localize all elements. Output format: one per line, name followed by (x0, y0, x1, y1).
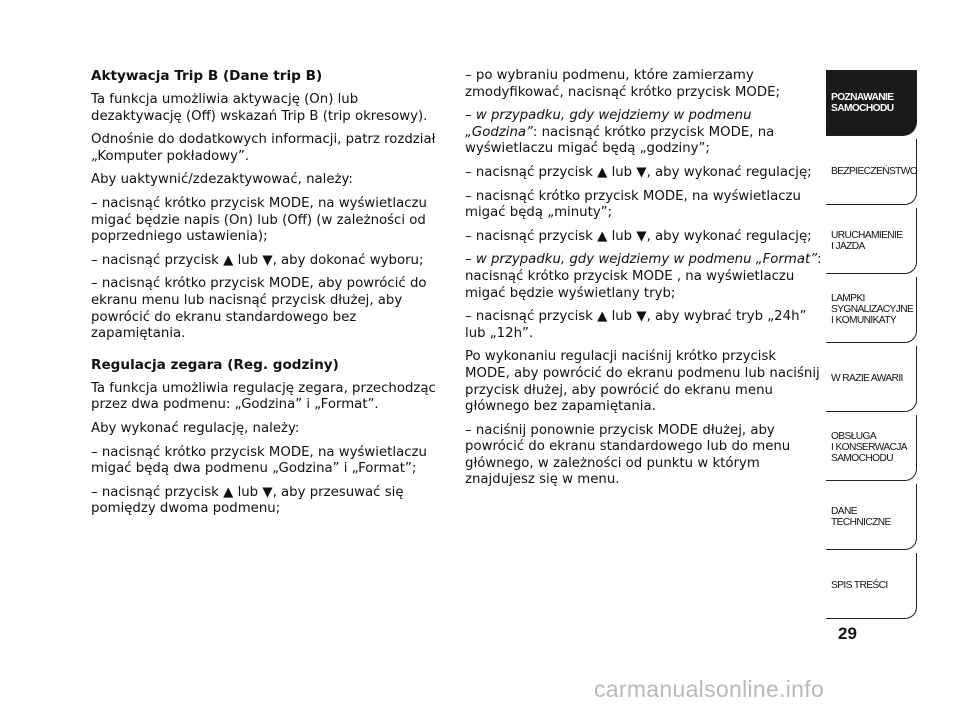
tab-uruchamienie-i-jazda[interactable]: URUCHAMIENIE I JAZDA (826, 208, 917, 274)
paragraph: Ta funkcja umożliwia regulację zegara, przechodząc przez dwa podmenu: „Godzina” i „Format”. (91, 380, 436, 413)
paragraph (465, 108, 823, 158)
paragraph-rest: : nacisnąć krótko przycisk MODE, na wyświetlaczu migać będą „godziny”; (465, 124, 775, 157)
paragraph: Aby wykonać regulację, należy: (91, 420, 300, 436)
paragraph: – nacisnąć krótko przycisk MODE, na wyświetlaczu migać będzie napis (On) lub (Off) (w zależności od poprzedniego ustawienia); (91, 195, 427, 245)
paragraph: – nacisnąć krótko przycisk MODE, na wyświetlaczu migać będą dwa podmenu „Godzina” i „Format”; (91, 444, 427, 477)
italic-lead: – w przypadku, gdy wejdziemy w podmenu „Godzina” (465, 108, 752, 140)
tab-w-razie-awarii[interactable]: W RAZIE AWARII (826, 346, 917, 412)
paragraph: – nacisnąć przycisk ▲ lub ▼, aby wykonać regulację; (465, 164, 812, 180)
section-tabs (826, 70, 917, 622)
paragraph: – nacisnąć przycisk ▲ lub ▼, aby wykonać regulację; (465, 228, 812, 244)
tab-poznawanie-samochodu[interactable]: POZNAWANIE SAMOCHODU (826, 70, 917, 136)
left-column (91, 68, 447, 525)
heading-trip-b: Aktywacja Trip B (Dane trip B) (91, 68, 323, 84)
paragraph (465, 252, 823, 302)
paragraph-rest: : nacisnąć krótko przycisk MODE , na wyświetlaczu migać będzie wyświetlany tryb; (465, 252, 822, 301)
paragraph: Ta funkcja umożliwia aktywację (On) lub dezaktywację (Off) wskazań Trip B (trip okresowy). (91, 92, 428, 124)
italic-lead: – w przypadku, gdy wejdziemy w podmenu „Format” (465, 252, 818, 268)
page-number: 29 (838, 624, 857, 643)
tab-lampki-sygnalizacyjne[interactable]: LAMPKI SYGNALIZACYJNE I KOMUNIKATY (826, 277, 917, 343)
tab-obsluga-i-konserwacja[interactable]: OBSŁUGA I KONSERWACJA SAMOCHODU (826, 415, 917, 481)
heading-clock: Regulacja zegara (Reg. godziny) (91, 356, 339, 373)
paragraph: – nacisnąć krótko przycisk MODE, na wyświetlaczu migać będą „minuty”; (465, 188, 801, 221)
paragraph: – nacisnąć przycisk ▲ lub ▼, aby przesuwać się pomiędzy dwoma podmenu; (91, 484, 404, 517)
paragraph: – po wybraniu podmenu, które zamierzamy zmodyfikować, nacisnąć krótko przycisk MODE; (465, 68, 781, 100)
paragraph: Odnośnie do dodatkowych informacji, patrz rozdział „Komputer pokładowy”. (91, 132, 436, 164)
paragraph: Aby uaktywnić/zdezaktywować, należy: (91, 172, 353, 188)
tab-bezpieczenstwo[interactable]: BEZPIECZEŃSTWO (826, 139, 917, 205)
paragraph: – nacisnąć przycisk ▲ lub ▼, aby wybrać tryb „24h” lub „12h”. (465, 309, 807, 341)
paragraph: Po wykonaniu regulacji naciśnij krótko przycisk MODE, aby powrócić do ekranu podmenu lub naciśnij przycisk dłużej, aby powrócić do ekranu menu głównego bez zapamiętania. (465, 349, 820, 415)
paragraph: – nacisnąć krótko przycisk MODE, aby powrócić do ekranu menu lub nacisnąć przycisk dłużej, aby powrócić do ekranu standardowego bez zapamiętania. (91, 276, 427, 342)
tab-spis-tresci[interactable]: SPIS TREŚCI (826, 553, 917, 619)
tab-dane-techniczne[interactable]: DANE TECHNICZNE (826, 484, 917, 550)
watermark: carmanualsonline.info (594, 676, 825, 702)
paragraph: – nacisnąć przycisk ▲ lub ▼, aby dokonać wyboru; (91, 252, 424, 268)
paragraph: – naciśnij ponownie przycisk MODE dłużej, aby powrócić do ekranu standardowego lub do menu głównego, w zależności od punktu w którym znajdujesz się w menu. (465, 422, 791, 488)
right-column (465, 68, 823, 496)
